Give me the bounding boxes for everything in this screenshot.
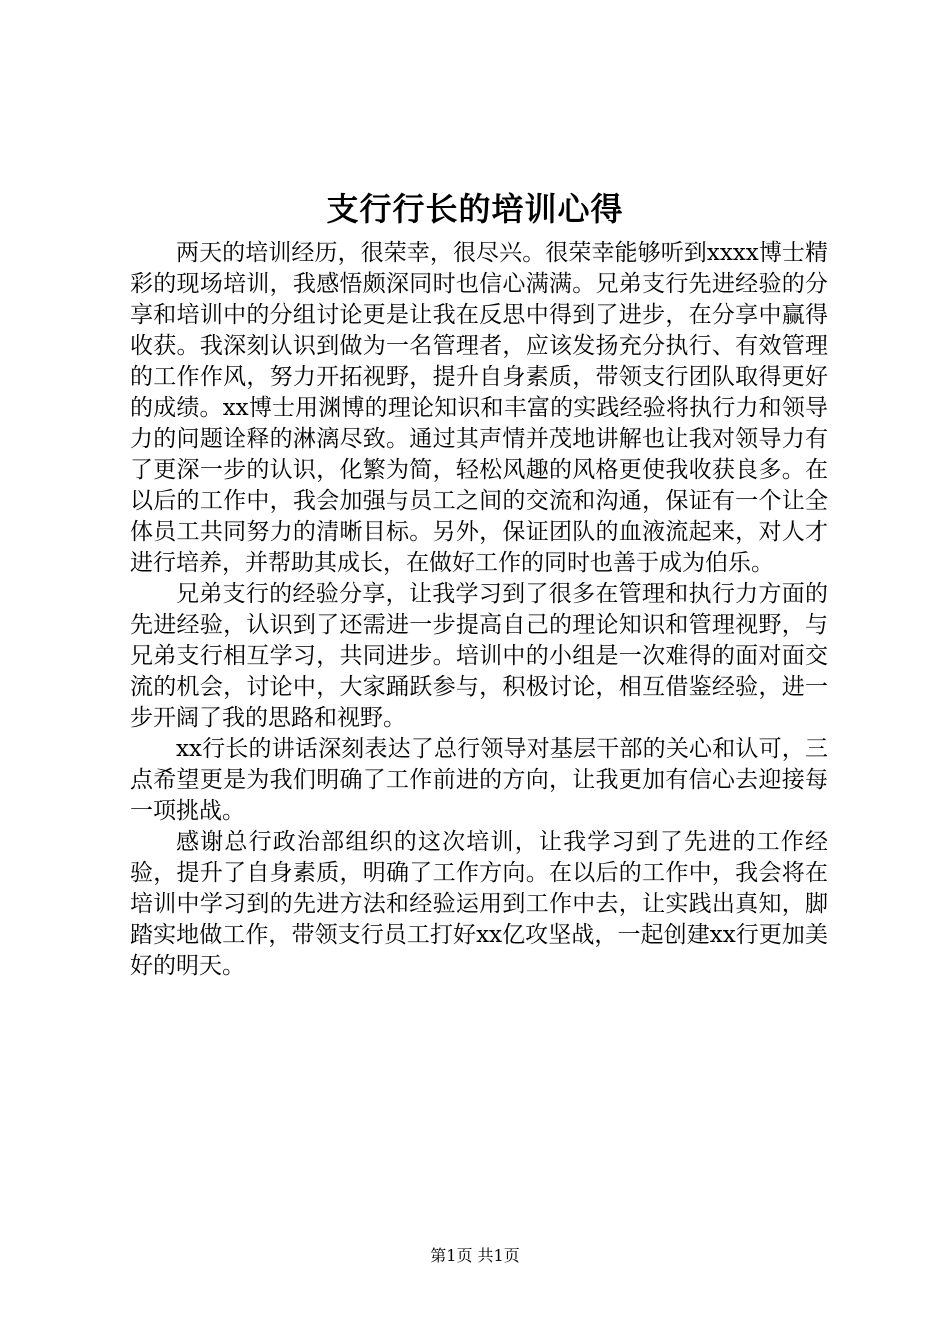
document-body (130, 238, 828, 982)
page-footer: 第1页 共1页 (430, 1246, 520, 1265)
document-title: 支行行长的培训心得 (326, 190, 624, 228)
paragraph-3: xx行长的讲话深刻表达了总行领导对基层干部的关心和认可，三点希望更是为我们明确了工作前进的方向，让我更加有信心去迎接每一项挑战。 (130, 736, 828, 824)
paragraph-2: 兄弟支行的经验分享，让我学习到了很多在管理和执行力方面的先进经验，认识到了还需进一步提高自己的理论知识和管理视野，与兄弟支行相互学习，共同进步。培训中的小组是一次难得的面对面交流的机会，讨论中，大家踊跃参与，积极讨论，相互借鉴经验，进一步开阔了我的思路和视野。 (130, 581, 828, 731)
paragraph-4: 感谢总行政治部组织的这次培训，让我学习到了先进的工作经验，提升了自身素质，明确了工作方向。在以后的工作中，我会将在培训中学习到的先进方法和经验运用到工作中去，让实践出真知，脚踏实地做工作，带领支行员工打好xx亿攻坚战，一起创建xx行更加美好的明天。 (130, 829, 828, 979)
paragraph-1: 两天的培训经历，很荣幸，很尽兴。很荣幸能够听到xxxx博士精彩的现场培训，我感悟颇深同时也信心满满。兄弟支行先进经验的分享和培训中的分组讨论更是让我在反思中得到了进步，在分享中赢得收获。我深刻认识到做为一名管理者，应该发扬充分执行、有效管理的工作作风，努力开拓视野，提升自身素质，带领支行团队取得更好的成绩。xx博士用渊博的理论知识和丰富的实践经验将执行力和领导力的问题诠释的淋漓尽致。通过其声情并茂地讲解也让我对领导力有了更深一步的认识，化繁为简，轻松风趣的风格更使我收获良多。在以后的工作中，我会加强与员工之间的交流和沟通，保证有一个让全体员工共同努力的清晰目标。另外，保证团队的血液流起来，对人才进行培养，并帮助其成长，在做好工作的同时也善于成为伯乐。 (130, 240, 828, 576)
